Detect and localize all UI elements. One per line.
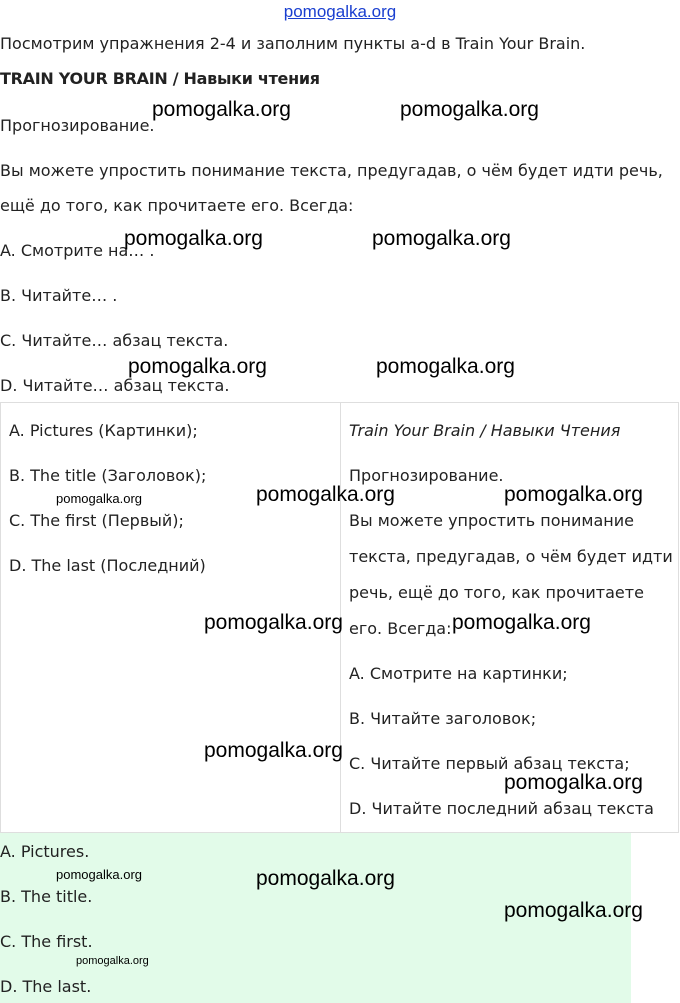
right-item-c: C. Читайте первый абзац текста; [349,754,630,773]
answer-c: C. The first. [0,932,93,951]
right-item-b: B. Читайте заголовок; [349,709,537,728]
left-item-b: B. The title (Заголовок); [9,466,207,485]
right-item-a: A. Смотрите на картинки; [349,664,568,683]
task-item-c: C. Читайте… абзац текста. [0,331,229,350]
paragraph-line-1: Вы можете упростить понимание текста, предугадав, о чём будет идти речь, [0,161,663,180]
right-item-d: D. Читайте последний абзац текста [349,799,654,818]
section-heading: TRAIN YOUR BRAIN / Навыки чтения [0,69,320,88]
right-prediction: Прогнозирование. [349,466,504,485]
answer-d: D. The last. [0,977,92,996]
prediction-label: Прогнозирование. [0,116,155,135]
left-item-d: D. The last (Последний) [9,556,206,575]
intro-text: Посмотрим упражнения 2-4 и заполним пункты a-d в Train Your Brain. [0,34,586,53]
answer-a: A. Pictures. [0,842,90,861]
watermark: pomogalka.org [504,483,643,506]
watermark: pomogalka.org [256,867,395,890]
watermark: pomogalka.org [152,98,291,121]
answer-b: B. The title. [0,887,93,906]
right-paragraph-line-1: Вы можете упростить понимание [349,511,634,530]
watermark-small: pomogalka.org [56,491,142,506]
watermark: pomogalka.org [204,739,343,762]
right-paragraph-line-3: речь, ещё до того, как прочитаете [349,583,644,602]
watermark: pomogalka.org [504,899,643,922]
watermark: pomogalka.org [400,98,539,121]
watermark: pomogalka.org [452,611,591,634]
right-paragraph-line-2: текста, предугадав, о чём будет идти [349,547,673,566]
watermark-small: pomogalka.org [76,955,149,967]
task-item-a: A. Смотрите на… . [0,241,155,260]
left-item-a: A. Pictures (Картинки); [9,421,198,440]
watermark: pomogalka.org [504,771,643,794]
watermark: pomogalka.org [204,611,343,634]
right-paragraph-line-4: его. Всегда: [349,619,452,638]
left-item-c: C. The first (Первый); [9,511,184,530]
watermark: pomogalka.org [124,227,263,250]
site-link[interactable]: pomogalka.org [283,2,397,21]
right-heading: Train Your Brain / Навыки Чтения [349,421,621,440]
watermark: pomogalka.org [376,355,515,378]
watermark: pomogalka.org [128,355,267,378]
watermark-small: pomogalka.org [56,867,142,882]
watermark: pomogalka.org [372,227,511,250]
task-item-d: D. Читайте… абзац текста. [0,376,230,395]
watermark: pomogalka.org [256,483,395,506]
task-item-b: B. Читайте… . [0,286,118,305]
paragraph-line-2: ещё до того, как прочитаете его. Всегда: [0,196,354,215]
